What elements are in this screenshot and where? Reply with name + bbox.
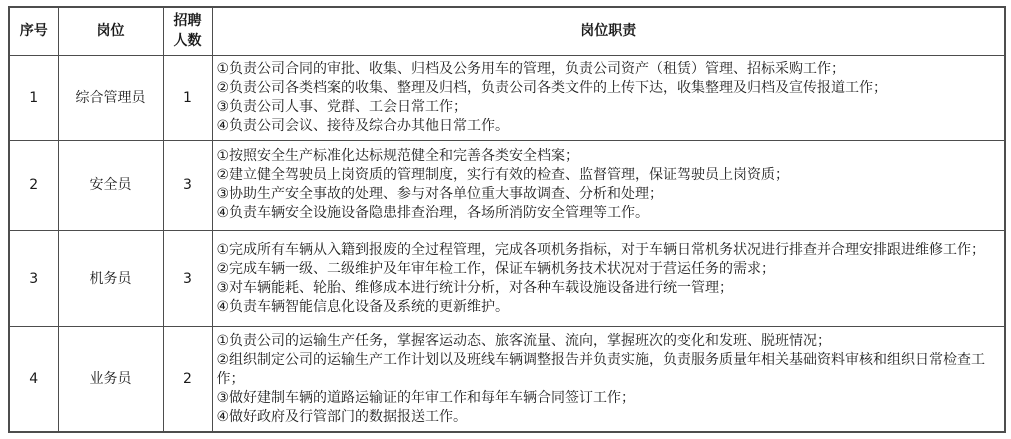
header-index: 序号 (9, 7, 58, 55)
cell-duties (212, 230, 1005, 326)
duty-line: ①负责公司合同的审批、收集、归档及公务用车的管理，负责公司资产（租赁）管理、招标采购工作； (216, 60, 846, 77)
duty-line: ②组织制定公司的运输生产工作计划以及班线车辆调整报告并负责实施，负责服务质量年相关基础资料审核和组织日常检查工作； (216, 351, 986, 387)
cell-position: 安全员 (58, 140, 163, 230)
cell-index: 4 (9, 327, 58, 432)
header-duties: 岗位职责 (212, 7, 1005, 55)
cell-headcount: 3 (163, 140, 212, 230)
cell-headcount: 2 (163, 327, 212, 432)
duty-line: ①完成所有车辆从入籍到报废的全过程管理，完成各项机务指标，对于车辆日常机务状况进行排查并合理安排跟进维修工作； (216, 241, 986, 258)
table-row (9, 55, 1005, 140)
duty-line: ④负责公司会议、接待及综合办其他日常工作。 (216, 117, 510, 134)
duty-line: ③对车辆能耗、轮胎、维修成本进行统计分析，对各种车载设施设备进行统一管理； (216, 279, 734, 296)
cell-duties (212, 327, 1005, 432)
duty-line: ③协助生产安全事故的处理、参与对各单位重大事故调查、分析和处理； (216, 186, 664, 203)
duty-line: ②建立健全驾驶员上岗资质的管理制度，实行有效的检查、监督管理，保证驾驶员上岗资质； (216, 167, 790, 184)
duty-line: ④负责车辆安全设施设备隐患排查治理，各场所消防安全管理等工作。 (216, 205, 650, 222)
cell-index: 3 (9, 230, 58, 326)
cell-position: 综合管理员 (58, 55, 163, 140)
cell-position: 业务员 (58, 327, 163, 432)
cell-index: 1 (9, 55, 58, 140)
duty-line: ②完成车辆一级、二级维护及年审年检工作，保证车辆机务技术状况对于营运任务的需求； (216, 260, 776, 277)
duty-line: ④负责车辆智能信息化设备及系统的更新维护。 (216, 298, 510, 315)
duty-line: ②负责公司各类档案的收集、整理及归档，负责公司各类文件的上传下达，收集整理及归档及宣传报道工作； (216, 79, 888, 96)
cell-duties (212, 55, 1005, 140)
table-row (9, 230, 1005, 326)
cell-headcount: 3 (163, 230, 212, 326)
cell-duties (212, 140, 1005, 230)
duty-line: ③负责公司人事、党群、工会日常工作； (216, 98, 468, 115)
cell-headcount: 1 (163, 55, 212, 140)
header-headcount: 招聘人数 (163, 7, 212, 55)
job-positions-table (8, 6, 1006, 433)
table-body (9, 55, 1005, 432)
duty-line: ③做好建制车辆的道路运输证的年审工作和每年车辆合同签订工作； (216, 389, 636, 406)
table-header-row (9, 7, 1005, 55)
table-row (9, 140, 1005, 230)
cell-position: 机务员 (58, 230, 163, 326)
duty-line: ①负责公司的运输生产任务，掌握客运动态、旅客流量、流向，掌握班次的变化和发班、脱班情况； (216, 332, 832, 349)
table-row (9, 327, 1005, 432)
header-position: 岗位 (58, 7, 163, 55)
cell-index: 2 (9, 140, 58, 230)
duty-line: ①按照安全生产标准化达标规范健全和完善各类安全档案； (216, 148, 580, 165)
duty-line: ④做好政府及行管部门的数据报送工作。 (216, 408, 468, 425)
